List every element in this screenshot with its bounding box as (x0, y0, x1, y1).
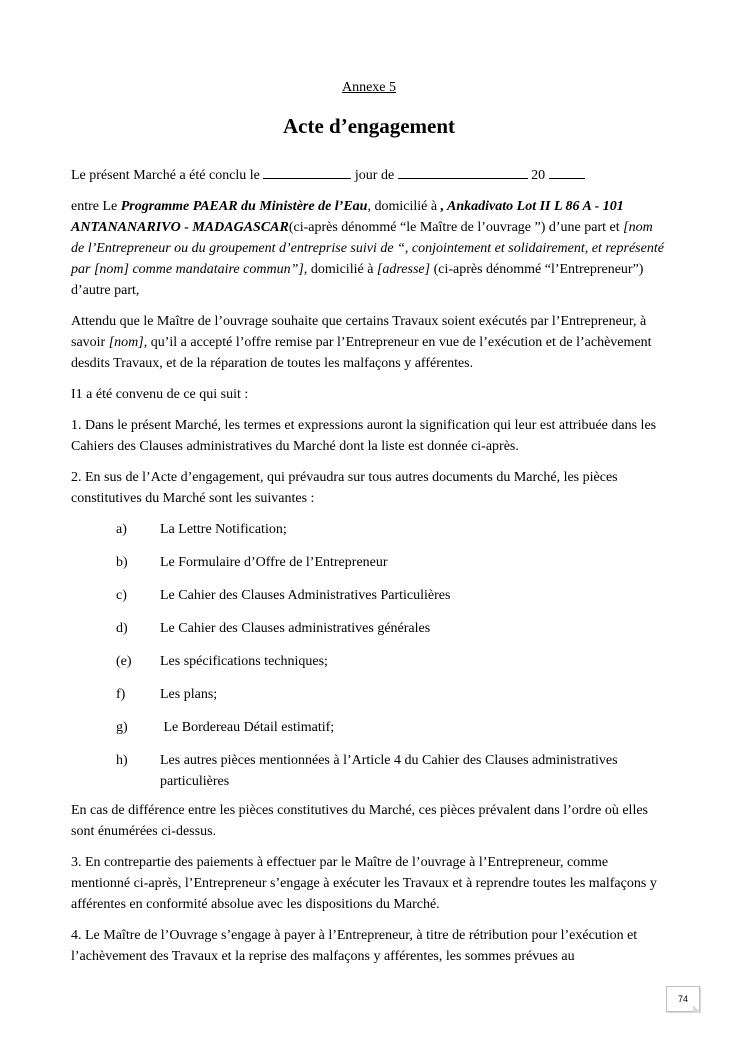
document-body (71, 164, 667, 977)
list-marker: (e) (116, 654, 132, 669)
list-marker: b) (116, 555, 128, 570)
list-item (71, 618, 667, 639)
list-text: Le Cahier des Clauses Administratives Particulières (160, 588, 451, 603)
list-item (71, 519, 667, 540)
document-title: Acte d’engagement (282, 114, 456, 138)
list-item (71, 651, 667, 672)
parties-paragraph: entre Le Programme PAEAR du Ministère de l’Eau, domicilié à , Ankadivato Lot II L 86 A - 101 ANTANANARIVO - MADAGASCAR(ci-après dénommé “le Maître de l’ouvrage ”) d’une part et [nom de l’Entrepreneur ou du groupement d’entreprise suivi de “, conjointement et solidairement, et représenté par [nom] comme mandataire commun”], domicilié à [adresse] (ci-après dénommé “l’Entrepreneur”) d’autre part, (71, 199, 664, 298)
clause-1: 1. Dans le présent Marché, les termes et expressions auront la signification qui leur est attribuée dans les Cahiers des Clauses administratives du Marché dont la liste est donnée ci-après. (71, 418, 657, 454)
date-day-blank (263, 164, 351, 179)
list-item (71, 552, 667, 573)
list-marker: g) (116, 720, 128, 735)
annex-label: Annexe 5 (341, 80, 397, 95)
list-item (71, 717, 667, 738)
address-placeholder: [adresse] (376, 262, 431, 277)
list-text: Le Bordereau Détail estimatif; (160, 720, 335, 735)
list-marker: h) (116, 753, 128, 768)
list-text: Le Cahier des Clauses administratives générales (160, 621, 431, 636)
clause-3: 3. En contrepartie des paiements à effectuer par le Maître de l’ouvrage à l’Entrepreneur, comme mentionné ci-après, l’Entrepreneur s’engage à exécuter les Travaux et à reprendre toutes les malfaçons y afférentes en conformité absolue avec les dispositions du Marché. (71, 855, 657, 912)
list-marker: d) (116, 621, 128, 636)
whereas-paragraph: Attendu que le Maître de l’ouvrage souhaite que certains Travaux soient exécutés par l’Entrepreneur, à savoir [nom], qu’il a accepté l’offre remise par l’Entrepreneur en vue de l’exécution et de l’achèvement desdits Travaux, et de la réparation de toutes les malfaçons y afférentes. (71, 314, 652, 371)
list-text: Les spécifications techniques; (160, 654, 328, 669)
intro-paragraph: Le présent Marché a été conclu le jour de 20 (71, 164, 667, 186)
programme-name: Programme PAEAR du Ministère de l’Eau (120, 199, 368, 214)
page-curl-icon (693, 1005, 700, 1012)
precedence-paragraph: En cas de différence entre les pièces constitutives du Marché, ces pièces prévalent dans l’ordre où elles sont énumérées ci-dessus. (71, 803, 649, 839)
list-text: Les plans; (160, 687, 218, 702)
page-number: 74 (677, 994, 688, 1004)
page-number-box (666, 986, 700, 1012)
list-text: Le Formulaire d’Offre de l’Entrepreneur (160, 555, 388, 570)
date-month-blank (398, 164, 528, 179)
agreed-paragraph: I1 a été convenu de ce qui suit : (71, 387, 249, 402)
list-item (71, 750, 667, 792)
date-year-blank (549, 164, 585, 179)
contractor-placeholder: [nom de l’Entrepreneur ou du groupement d’entreprise suivi de “, conjointement et solidairement, et représenté par [nom] comme mandataire commun”], (71, 220, 664, 277)
list-marker: a) (116, 522, 127, 537)
programme-address: , Ankadivato Lot II L 86 A - 101 ANTANANARIVO - MADAGASCAR (71, 199, 624, 235)
list-item (71, 684, 667, 705)
list-text: La Lettre Notification; (160, 522, 287, 537)
clause-4: 4. Le Maître de l’Ouvrage s’engage à payer à l’Entrepreneur, à titre de rétribution pour l’exécution et l’achèvement des Travaux et la reprise des malfaçons y afférentes, les sommes prévues au (71, 928, 638, 964)
documents-list (71, 519, 667, 792)
list-marker: f) (116, 687, 126, 702)
list-text: Les autres pièces mentionnées à l’Article 4 du Cahier des Clauses administratives particulières (160, 753, 618, 789)
clause-2: 2. En sus de l’Acte d’engagement, qui prévaudra sur tous autres documents du Marché, les pièces constitutives du Marché sont les suivantes : (71, 470, 618, 506)
list-marker: c) (116, 588, 127, 603)
name-placeholder: [nom], (108, 335, 148, 350)
list-item (71, 585, 667, 606)
